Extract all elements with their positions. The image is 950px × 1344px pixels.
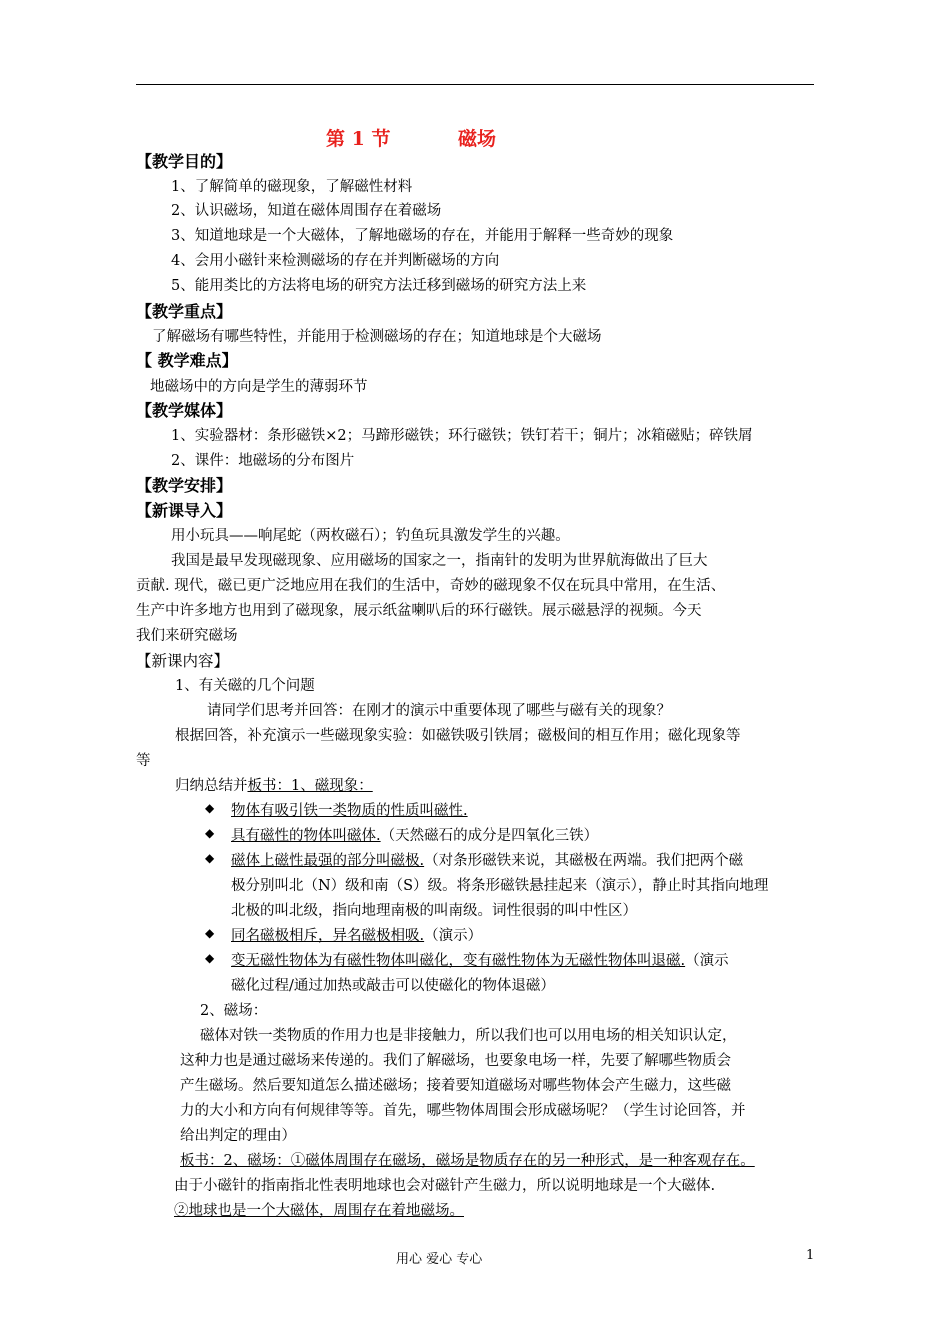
section-2-title: 2、磁场： [200,1003,268,1019]
key-points-text: 了解磁场有哪些特性，并能用于检测磁场的存在；知道地球是个大磁场 [152,329,602,345]
heading-media: 【教学媒体】 [136,401,233,420]
field-paragraph-line: 这种力也是通过磁场来传递的。我们了解磁场，也要象电场一样，先要了解哪些物质会 [180,1053,731,1069]
field-paragraph-line: 力的大小和方向有何规律等等。首先，哪些物体周围会形成磁场呢？（学生讨论回答，并 [180,1103,746,1119]
heading-intro: 【新课导入】 [136,501,233,520]
question-text: 请同学们思考并回答：在刚才的演示中重要体现了哪些与磁有关的现象？ [207,703,671,719]
bullet-magnetization-underlined: 变无磁性物体为有磁性物体叫磁化，变有磁性物体为无磁性物体叫退磁. [231,953,686,969]
difficult-points-text: 地磁场中的方向是学生的薄弱环节 [150,379,368,395]
board-note-heading: 板书：1、磁现象： [247,778,373,794]
heading-key-points: 【教学重点】 [136,302,233,321]
earth-magnet-text: 由于小磁针的指南指北性表明地球也会对磁针产生磁力，所以说明地球是一个大磁体. [174,1178,716,1194]
field-paragraph-line: 磁体对铁一类物质的作用力也是非接触力，所以我们也可以用电场的相关知识认定， [200,1028,737,1044]
title-topic: 磁场 [458,128,497,150]
heading-goals: 【教学目的】 [136,152,233,171]
intro-text: 用小玩具——响尾蛇（两枚磁石）；钓鱼玩具激发学生的兴趣。 [171,528,570,544]
goal-item: 4、会用小磁针来检测磁场的存在并判断磁场的方向 [171,253,500,269]
title-section-number: 第 1 节 [326,128,391,150]
goal-item: 2、认识磁场，知道在磁体周围存在着磁场 [171,203,442,219]
goal-item: 3、知道地球是一个大磁体，了解地磁场的存在，并能用于解释一些奇妙的现象 [171,228,674,244]
goal-item: 5、能用类比的方法将电场的研究方法迁移到磁场的研究方法上来 [171,278,587,294]
bullet-poles-underlined: 磁体上磁性最强的部分叫磁极. [231,853,425,869]
diamond-bullet-icon: ◆ [205,851,215,865]
bullet-poles-note: （对条形磁铁来说，其磁极在两端。我们把两个磁 [424,853,744,869]
bullet-poles-line: 北极的叫北级，指向地理南极的叫南级。词性很弱的叫中性区） [231,903,637,919]
board-note-field: 板书：2、磁场：①磁体周围存在磁场，磁场是物质存在的另一种形式，是一种客观存在。 [180,1153,755,1169]
heading-arrangement: 【教学安排】 [136,476,233,495]
field-paragraph-line: 产生磁场。然后要知道怎么描述磁场；接着要知道磁场对哪些物体会产生磁力，这些磁 [180,1078,731,1094]
heading-content: 【新课内容】 [136,652,230,670]
bullet-pole-interaction-note: （演示） [424,928,483,944]
summary-line [175,776,373,796]
diamond-bullet-icon: ◆ [205,951,215,965]
summary-prefix: 归纳总结并 [175,778,248,794]
bullet-magnetization-note: （演示 [685,953,729,969]
bullet-pole-interaction-underlined: 同名磁极相斥，异名磁极相吸. [231,928,425,944]
board-note-earth: ②地球也是一个大磁体，周围存在着地磁场。 [174,1203,464,1219]
bullet-magnet [231,826,598,846]
intro-paragraph-line: 生产中许多地方也用到了磁现象，展示纸盆喇叭后的环行磁铁。展示磁悬浮的视频。今天 [136,603,702,619]
bullet-magnetism: 物体有吸引铁一类物质的性质叫磁性. [231,803,468,819]
intro-paragraph-line: 我们来研究磁场 [136,628,238,644]
bullet-magnet-underlined: 具有磁性的物体叫磁体. [231,828,381,844]
media-item: 1、实验器材：条形磁铁×2；马蹄形磁铁；环行磁铁；铁钉若干；铜片；冰箱磁贴；碎铁屑 [171,428,753,444]
diamond-bullet-icon: ◆ [205,826,215,840]
answer-line: 根据回答，补充演示一些磁现象实验：如磁铁吸引铁屑；磁极间的相互作用；磁化现象等 [175,728,741,744]
section-1-title: 1、有关磁的几个问题 [175,678,315,694]
goal-item: 1、了解简单的磁现象，了解磁性材料 [171,179,413,195]
bullet-poles [231,851,743,871]
intro-paragraph-line: 贡献. 现代，磁已更广泛地应用在我们的生活中，奇妙的磁现象不仅在玩具中常用，在生活、 [136,578,726,594]
header-rule [136,84,814,85]
page-number: 1 [806,1248,815,1263]
diamond-bullet-icon: ◆ [205,801,215,815]
heading-difficult-points: 【 教学难点】 [136,351,238,370]
field-paragraph-line: 给出判定的理由） [180,1128,296,1144]
bullet-poles-line: 极分别叫北（N）级和南（S）级。将条形磁铁悬挂起来（演示），静止时其指向地理 [231,878,769,894]
media-item: 2、课件：地磁场的分布图片 [171,453,355,469]
footer-motto: 用心 爱心 专心 [396,1252,483,1267]
diamond-bullet-icon: ◆ [205,926,215,940]
answer-line: 等 [136,753,151,769]
bullet-magnetization-line: 磁化过程/通过加热或敲击可以使磁化的物体退磁） [231,978,555,994]
bullet-pole-interaction [231,926,482,946]
bullet-magnetization [231,951,729,971]
bullet-magnet-note: （天然磁石的成分是四氧化三铁） [380,828,599,844]
intro-paragraph-line: 我国是最早发现磁现象、应用磁场的国家之一，指南针的发明为世界航海做出了巨大 [171,553,708,569]
